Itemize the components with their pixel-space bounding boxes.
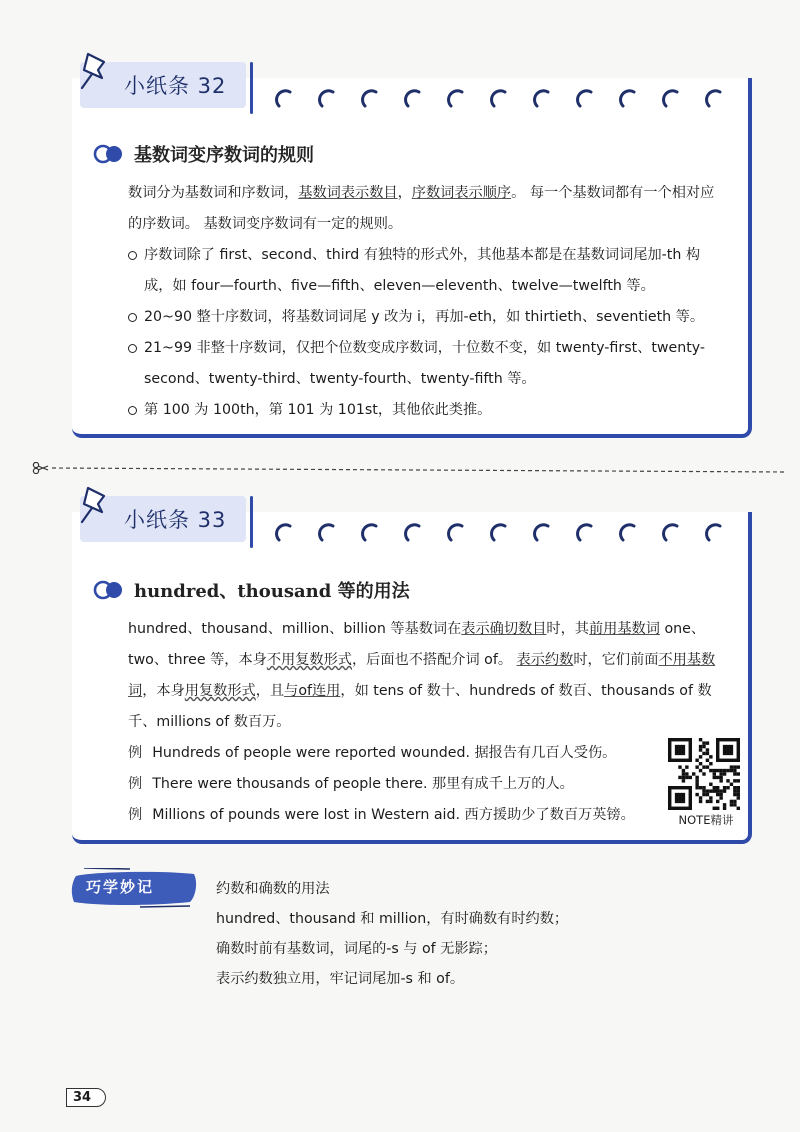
binder-ring-icon — [621, 91, 634, 106]
page-number: 34 — [66, 1088, 106, 1107]
tip-title: 约数和确数的用法 — [216, 881, 330, 897]
rule-item — [128, 302, 728, 333]
underlined-text: 前用基数词 — [588, 621, 660, 637]
binder-ring-icon — [535, 91, 548, 106]
text: ，后面也不搭配介词 of。 — [351, 652, 517, 668]
binder-ring-icon — [320, 91, 333, 106]
pushpin-icon — [74, 482, 118, 532]
example-mark: 例 — [128, 776, 143, 792]
binder-ring-icon — [492, 91, 505, 106]
underlined-text: 基数词表示数目 — [298, 185, 398, 201]
example-text: Hundreds of people were reported wounded. 据报告有几百人受伤。 — [152, 745, 617, 761]
card-33-body — [128, 614, 728, 831]
binder-rings — [270, 516, 740, 546]
qr-label: NOTE精讲 — [678, 813, 734, 827]
binder-ring-icon — [707, 91, 720, 106]
bullet-circle-icon — [128, 251, 137, 260]
note-title-32: 小纸条 32 — [124, 74, 227, 98]
section-heading-32 — [92, 140, 314, 168]
scissors-icon — [33, 462, 48, 473]
rule-text: 20~90 整十序数词，将基数词词尾 y 改为 i，再加-eth，如 thirtieth、seventieth 等。 — [144, 309, 705, 325]
rule-item — [128, 395, 728, 426]
tip-line: hundred、thousand 和 million，有时确数有时约数； — [216, 911, 569, 927]
wavy-underlined-text: 用复数形式 — [184, 683, 256, 699]
binder-ring-icon — [406, 91, 419, 106]
underlined-text: 不用基数词 — [128, 652, 716, 699]
note-tab-32 — [80, 62, 246, 108]
tab-divider — [250, 62, 253, 114]
tab-divider — [250, 496, 253, 548]
double-circle-icon — [92, 580, 126, 600]
text: 数词分为基数词和序数词， — [128, 185, 299, 201]
tip-badge-label: 巧学妙记 — [86, 878, 155, 896]
example-line — [128, 800, 728, 831]
binder-ring-icon — [363, 91, 376, 106]
binder-ring-icon — [449, 91, 462, 106]
underlined-text: 序数词表示顺序 — [411, 185, 512, 201]
example-line — [128, 769, 728, 800]
binder-ring-icon — [578, 525, 591, 540]
text: ， — [397, 185, 412, 201]
rule-item — [128, 240, 728, 302]
text: ，本身 — [142, 683, 185, 699]
example-text: Millions of pounds were lost in Western aid. 西方援助少了数百万英镑。 — [152, 807, 635, 823]
example-mark: 例 — [128, 807, 143, 823]
text: ，如 tens of 数十、hundreds of 数百、thousands of 数千、millions of 数百万。 — [128, 683, 712, 730]
usage-paragraph — [128, 614, 728, 738]
binder-ring-icon — [363, 525, 376, 540]
qr-code-icon[interactable] — [668, 738, 740, 810]
text: hundred、thousand、million、billion 等基数词在 — [128, 621, 462, 637]
pushpin-icon — [74, 48, 118, 98]
rule-text: 序数词除了 first、second、third 有独特的形式外，其他基本都是在基数词词尾加-th 构成，如 four—fourth、five—fifth、eleven—eleventh、twelve—twelfth 等。 — [144, 247, 701, 294]
example-line — [128, 738, 728, 769]
heading-text: 基数词变序数词的规则 — [134, 145, 314, 166]
binder-ring-icon — [621, 525, 634, 540]
binder-ring-icon — [707, 525, 720, 540]
underlined-text: 与of连用 — [284, 683, 341, 699]
rule-text: 21~99 非整十序数词，仅把个位数变成序数词，十位数不变，如 twenty-first、twenty-second、twenty-third、twenty-fourth、twenty-fifth 等。 — [144, 340, 706, 387]
example-mark: 例 — [128, 745, 143, 761]
text: 时，其 — [546, 621, 589, 637]
note-tab-33 — [80, 496, 246, 542]
rule-text: 第 100 为 100th，第 101 为 101st，其他依此类推。 — [144, 402, 492, 418]
underlined-text: 表示确切数目 — [461, 621, 547, 637]
card-32-body — [128, 178, 728, 426]
example-text: There were thousands of people there. 那里有成千上万的人。 — [152, 776, 574, 792]
text: 时，它们前面 — [573, 652, 659, 668]
note-title-33: 小纸条 33 — [124, 508, 227, 532]
rule-item — [128, 333, 728, 395]
double-circle-icon — [92, 144, 126, 164]
text: 。 每一个基数词都有一个相对应的序数词。 基数词变序数词有一定的规则。 — [128, 185, 715, 232]
memory-tip — [216, 874, 736, 994]
tip-line: 表示约数独立用，牢记词尾加-s 和 of。 — [216, 971, 465, 987]
binder-ring-icon — [449, 525, 462, 540]
binder-ring-icon — [320, 525, 333, 540]
binder-ring-icon — [492, 525, 505, 540]
binder-ring-icon — [406, 525, 419, 540]
binder-ring-icon — [535, 525, 548, 540]
cut-line — [32, 462, 784, 474]
underlined-text: 表示约数 — [516, 652, 574, 668]
binder-ring-icon — [277, 525, 290, 540]
tip-line: 确数时前有基数词，词尾的-s 与 of 无影踪； — [216, 941, 497, 957]
text: one、two、three 等，本身 — [128, 621, 706, 668]
binder-ring-icon — [578, 91, 591, 106]
heading-text: hundred、thousand 等的用法 — [134, 581, 410, 602]
binder-ring-icon — [664, 91, 677, 106]
text: ，且 — [255, 683, 285, 699]
bullet-circle-icon — [128, 313, 137, 322]
binder-ring-icon — [664, 525, 677, 540]
wavy-underlined-text: 不用复数形式 — [266, 652, 352, 668]
bullet-circle-icon — [128, 344, 137, 353]
intro-paragraph — [128, 178, 728, 240]
binder-rings — [270, 82, 740, 112]
section-heading-33 — [92, 576, 410, 604]
binder-ring-icon — [277, 91, 290, 106]
bullet-circle-icon — [128, 406, 137, 415]
